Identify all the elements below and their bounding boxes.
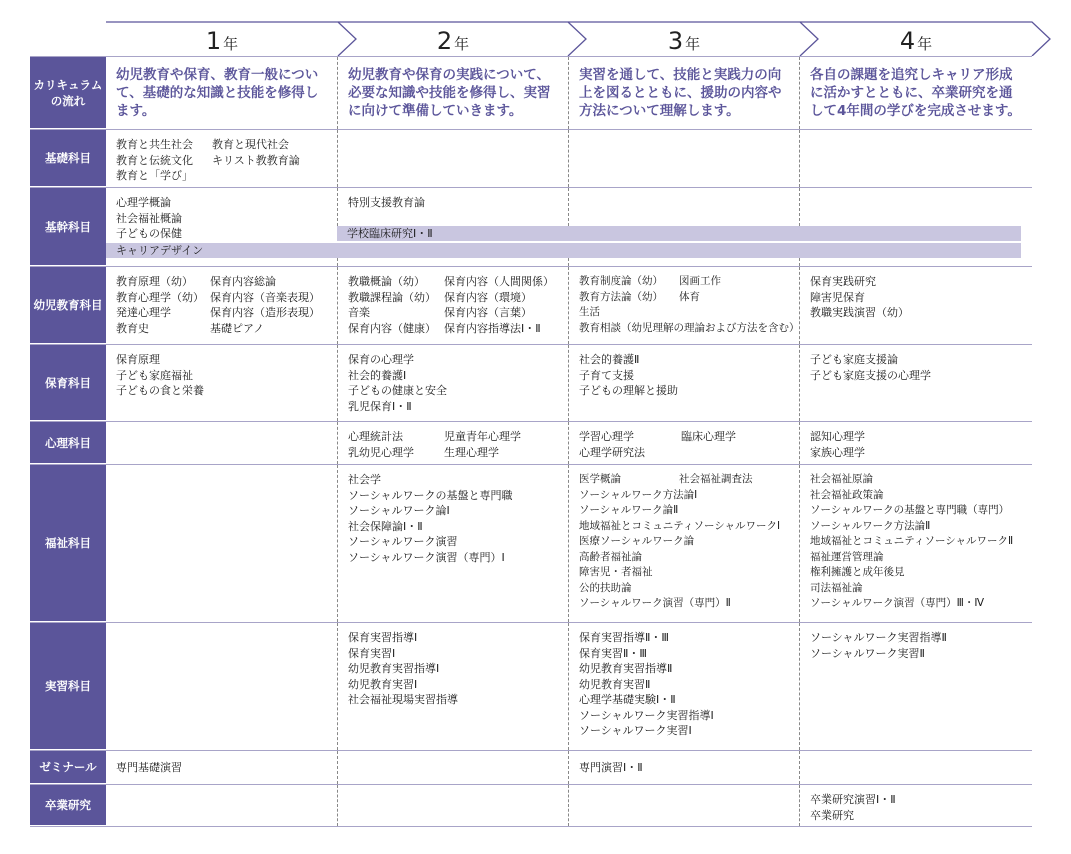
course-line: [348, 305, 562, 321]
course-name: 保育実習Ⅰ: [348, 646, 396, 660]
course-name: 保育内容指導法Ⅰ・Ⅱ: [444, 321, 541, 335]
year-4-label: 4 年: [899, 27, 933, 55]
course-name: 教育と「学び」: [116, 169, 193, 182]
course-name: ソーシャルワーク実習Ⅱ: [810, 646, 925, 660]
curriculum-table: [30, 56, 1032, 827]
course-name: 教育と共生社会: [116, 138, 193, 151]
kiso-year1: [106, 130, 337, 187]
course-name: 体育: [679, 290, 700, 303]
course-name: ソーシャルワークの基盤と専門職: [348, 488, 513, 502]
course-name: ソーシャルワーク実習指導Ⅰ: [579, 708, 714, 722]
course-name: 幼児教育実習指導Ⅰ: [348, 662, 440, 675]
course-name: 司法福祉論: [810, 581, 863, 594]
course-name: ソーシャルワーク論Ⅱ: [579, 504, 679, 516]
course-name: 権利擁護と成年後見: [810, 566, 905, 578]
zemi-year1: [106, 751, 337, 784]
course-name: 保育内容（環境）: [444, 290, 532, 304]
year-3-label: 3 年: [667, 27, 701, 55]
course-line: [116, 137, 331, 153]
course-name: ソーシャルワーク演習（専門）Ⅱ: [579, 597, 731, 609]
course-name: 保育内容（音楽表現）: [210, 290, 320, 304]
zemi-year3: [568, 751, 799, 784]
course-name: 高齢者福祉論: [579, 550, 642, 563]
curriculum-text-year4: 各自の課題を追究しキャリア形成に活かすとともに、卒業研究を通して4年間の学びを完成させます。: [799, 57, 1032, 129]
course-name: 社会的養護Ⅱ: [579, 353, 640, 366]
course-name: ソーシャルワーク演習（専門）Ⅰ: [348, 550, 505, 564]
hoiku-year4: [799, 345, 1032, 421]
course-name: 社会福祉概論: [116, 211, 182, 225]
fukushi-year4: [799, 465, 1032, 622]
course-line: [348, 429, 562, 445]
course-line: [116, 168, 331, 184]
course-name: 教育制度論（幼）: [579, 275, 663, 287]
course-name: 子どもの理解と援助: [579, 384, 678, 397]
course-name: 社会福祉調査法: [679, 473, 753, 485]
kiso-year4: [799, 130, 1032, 187]
category-sotsu: 卒業研究: [30, 785, 106, 826]
course-name: 子どもの保健: [116, 227, 182, 240]
course-line: [348, 445, 562, 461]
course-line: [116, 305, 331, 321]
course-name: 教職課程論（幼）: [348, 290, 436, 304]
course-name: 教育と伝統文化: [116, 153, 193, 167]
course-name: 教育相談（幼児理解の理論および方法を含む）: [579, 321, 800, 334]
course-name: 社会福祉政策論: [810, 488, 884, 501]
course-name: 医学概論: [579, 473, 621, 485]
course-name: 心理学研究法: [579, 445, 645, 459]
course-name: 子育て支援: [579, 368, 634, 382]
band-gakko-rinsho: 学校臨床研究Ⅰ・Ⅱ: [337, 226, 1021, 241]
course-name: 専門演習Ⅰ・Ⅱ: [579, 761, 643, 774]
course-name: 保育原理: [116, 353, 160, 366]
youji-year4: [799, 267, 1032, 344]
zemi-year2: [337, 751, 568, 784]
row-curriculum-flow: [30, 56, 1032, 130]
row-sotsu: [30, 785, 1032, 827]
shinri-year2: [337, 422, 568, 464]
year-1-label: 1 年: [205, 27, 239, 55]
sotsu-year1: [106, 785, 337, 826]
year-header-bar: [0, 0, 1071, 56]
curriculum-text-year3: 実習を通して、技能と実践力の向上を図るとともに、援助の内容や方法について理解します。: [568, 57, 799, 129]
course-line: [348, 274, 562, 290]
course-line: [116, 153, 331, 169]
course-name: 子どもの健康と安全: [348, 384, 447, 397]
zemi-year4: [799, 751, 1032, 784]
band-career-design: キャリアデザイン: [106, 243, 1021, 258]
course-name: 心理学概論: [116, 196, 171, 209]
course-line: [579, 305, 793, 321]
course-line: [579, 429, 793, 445]
course-name: 教育史: [116, 321, 149, 335]
course-name: 保育実習指導Ⅱ・Ⅲ: [579, 631, 669, 644]
course-line: [116, 274, 331, 290]
course-line: [579, 274, 793, 290]
course-name: 保育内容（健康）: [348, 321, 436, 335]
course-name: 子ども家庭福祉: [116, 368, 193, 382]
course-name: ソーシャルワーク演習: [348, 535, 458, 548]
row-fukushi: [30, 465, 1032, 623]
course-line: [579, 321, 800, 337]
jisshu-year1: [106, 623, 337, 750]
course-name: 社会学: [348, 473, 381, 486]
youji-year3: [568, 267, 799, 344]
course-name: 家族心理学: [810, 445, 865, 459]
hoiku-year3: [568, 345, 799, 421]
course-name: ソーシャルワーク実習指導Ⅱ: [810, 631, 947, 644]
course-name: ソーシャルワーク方法論Ⅱ: [810, 519, 931, 532]
jisshu-year4: [799, 623, 1032, 750]
sotsu-year4: [799, 785, 1032, 826]
course-line: [116, 321, 331, 337]
fukushi-year2: [337, 465, 568, 622]
category-kiso: 基礎科目: [30, 130, 106, 187]
course-line: [348, 321, 562, 337]
course-name: 幼児教育実習指導Ⅱ: [579, 662, 673, 675]
row-jisshu: [30, 623, 1032, 751]
row-zemi: [30, 751, 1032, 785]
course-name: 障害児保育: [810, 290, 865, 304]
course-name: ソーシャルワーク方法論Ⅰ: [579, 488, 698, 501]
course-name: 教職実践演習（幼）: [810, 306, 909, 319]
course-name: ソーシャルワーク演習（専門）Ⅲ・Ⅳ: [810, 597, 985, 609]
course-name: 医療ソーシャルワーク論: [579, 535, 695, 547]
course-name: 児童青年心理学: [444, 430, 521, 443]
category-fukushi: 福祉科目: [30, 465, 106, 622]
course-name: 教育心理学（幼）: [116, 290, 204, 304]
course-name: 専門基礎演習: [116, 761, 182, 774]
course-name: 幼児教育実習Ⅰ: [348, 677, 418, 691]
category-curriculum-flow: カリキュラム の流れ: [30, 57, 106, 129]
course-name: 社会保障論Ⅰ・Ⅱ: [348, 519, 423, 533]
course-name: 図画工作: [679, 275, 721, 287]
course-name: 社会福祉現場実習指導: [348, 693, 458, 706]
course-name: 子どもの食と栄養: [116, 384, 204, 397]
jisshu-year2: [337, 623, 568, 750]
course-name: 保育実習Ⅱ・Ⅲ: [579, 646, 647, 660]
kiso-year2: [337, 130, 568, 187]
shinri-year1: [106, 422, 337, 464]
shinri-year4: [799, 422, 1032, 464]
course-name: 教育と現代社会: [212, 138, 289, 151]
row-shinri: [30, 422, 1032, 465]
course-name: 学習心理学: [579, 430, 634, 443]
course-name: 音楽: [348, 306, 370, 319]
sotsu-year3: [568, 785, 799, 826]
course-name: キリスト教教育論: [212, 153, 300, 167]
course-name: ソーシャルワーク実習Ⅰ: [579, 724, 692, 737]
course-name: 教育原理（幼）: [116, 275, 193, 288]
course-name: 保育内容（言葉）: [444, 306, 532, 319]
course-line: [579, 445, 793, 461]
curriculum-text-year1: 幼児教育や保育、教育一般について、基礎的な知識と技能を修得します。: [116, 67, 319, 119]
sotsu-year2: [337, 785, 568, 826]
course-name: 特別支援教育論: [348, 196, 425, 209]
course-name: 保育内容総論: [210, 275, 276, 288]
category-jisshu: 実習科目: [30, 623, 106, 750]
year-2-label: 2 年: [436, 27, 470, 55]
course-name: 社会的養護Ⅰ: [348, 368, 407, 382]
category-kikan: 基幹科目: [30, 188, 106, 266]
youji-year1: [106, 267, 337, 344]
course-line: [579, 472, 793, 488]
course-name: 福祉運営管理論: [810, 550, 884, 563]
course-name: 心理統計法: [348, 430, 403, 443]
course-name: 保育内容（造形表現）: [210, 306, 320, 319]
course-name: 生理心理学: [444, 445, 499, 459]
curriculum-text-year2: 幼児教育や保育の実践について、必要な知識や技能を修得し、実習に向けて準備していきます。: [337, 57, 568, 129]
course-name: 乳幼児心理学: [348, 445, 414, 459]
youji-year2: [337, 267, 568, 344]
course-name: 障害児・者福祉: [579, 566, 653, 578]
fukushi-year3: [568, 465, 799, 622]
category-shinri: 心理科目: [30, 422, 106, 464]
course-name: 保育実践研究: [810, 275, 876, 288]
course-line: [348, 290, 562, 306]
course-name: 保育の心理学: [348, 353, 414, 366]
hoiku-year1: [106, 345, 337, 421]
course-name: 幼児教育実習Ⅱ: [579, 677, 651, 691]
course-name: ソーシャルワーク論Ⅰ: [348, 504, 450, 517]
course-name: 認知心理学: [810, 430, 865, 443]
category-youji: 幼児教育科目: [30, 267, 106, 344]
course-name: 保育内容（人間関係）: [444, 275, 554, 288]
course-name: 発達心理学: [116, 306, 171, 319]
row-youji: [30, 267, 1032, 345]
row-kikan: [30, 188, 1032, 267]
course-name: 卒業研究: [810, 808, 854, 822]
shinri-year3: [568, 422, 799, 464]
row-kiso: [30, 130, 1032, 188]
course-name: 臨床心理学: [681, 430, 736, 443]
course-name: 乳児保育Ⅰ・Ⅱ: [348, 399, 412, 413]
category-zemi: ゼミナール: [30, 751, 106, 784]
kiso-year3: [568, 130, 799, 187]
course-name: 子ども家庭支援論: [810, 353, 898, 366]
course-name: 教職概論（幼）: [348, 275, 425, 288]
course-name: 卒業研究演習Ⅰ・Ⅱ: [810, 793, 896, 806]
jisshu-year3: [568, 623, 799, 750]
course-name: 公的扶助論: [579, 581, 632, 594]
course-line: [579, 290, 793, 306]
course-name: 心理学基礎実験Ⅰ・Ⅱ: [579, 693, 676, 706]
course-name: ソーシャルワークの基盤と専門職（専門）: [810, 504, 1010, 516]
course-name: 教育方法論（幼）: [579, 290, 663, 303]
category-hoiku: 保育科目: [30, 345, 106, 421]
course-name: 子ども家庭支援の心理学: [810, 368, 931, 382]
fukushi-year1: [106, 465, 337, 622]
course-line: [116, 290, 331, 306]
course-name: 保育実習指導Ⅰ: [348, 631, 418, 644]
course-name: 基礎ピアノ: [210, 321, 265, 335]
row-hoiku: [30, 345, 1032, 422]
course-name: 地域福祉とコミュニティソーシャルワークⅠ: [579, 519, 781, 532]
course-name: 地域福祉とコミュニティソーシャルワークⅡ: [810, 535, 1014, 547]
course-name: 生活: [579, 306, 600, 318]
hoiku-year2: [337, 345, 568, 421]
course-name: 社会福祉原論: [810, 473, 873, 485]
